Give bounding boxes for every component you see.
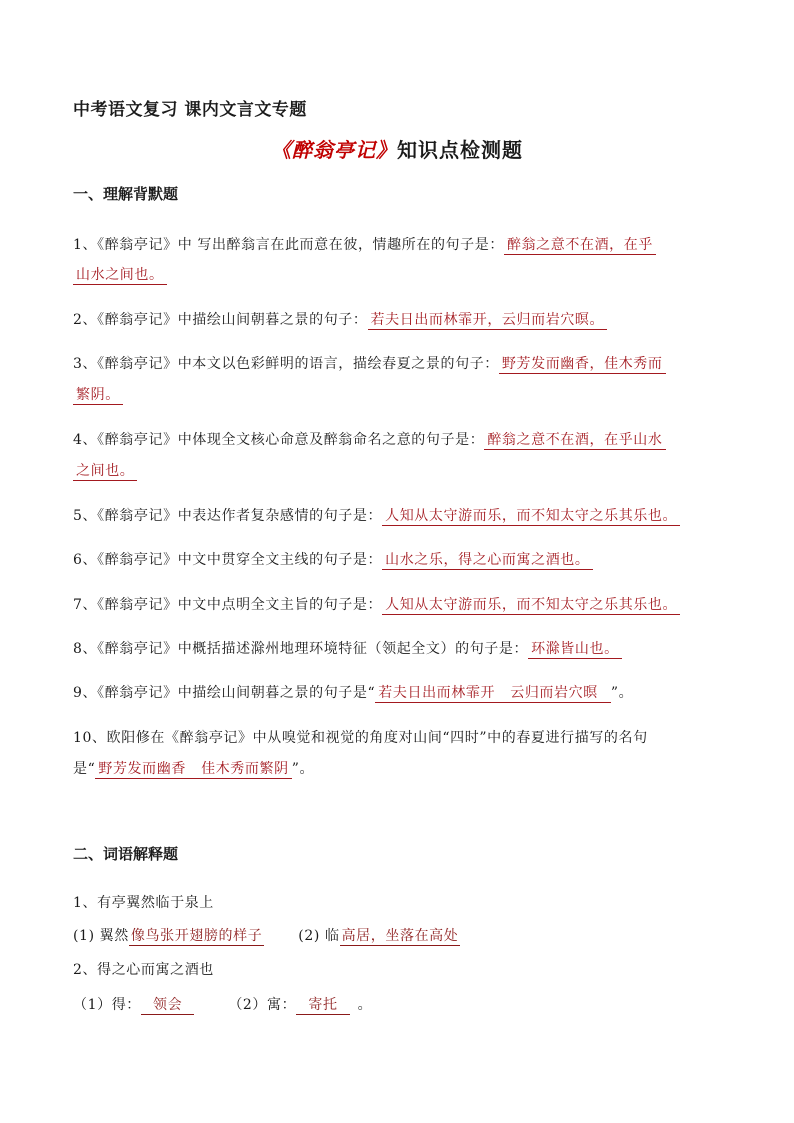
answer: 野芳发而幽香，佳木秀而 [499, 356, 666, 374]
item-text: 5、《醉翁亭记》中表达作者复杂感情的句子是： [73, 508, 383, 524]
answer: 醉翁之意不在酒，在乎 [504, 237, 656, 255]
answer: 人知从太守游而乐，而不知太守之乐其乐也。 [382, 597, 680, 615]
answer: 繁阴。 [73, 387, 123, 405]
answer: 领会 [142, 997, 193, 1013]
list-item [73, 310, 607, 330]
answer: 若夫日出而林霏开 云归而岩穴暝 [375, 685, 611, 703]
item-text: 9、《醉翁亭记》中描绘山间朝暮之景的句子是“ [73, 685, 376, 701]
item-prefix: 是“ [73, 761, 96, 777]
item-text: 7、《醉翁亭记》中文中点明全文主旨的句子是： [73, 597, 383, 613]
section-heading-2: 二、词语解释题 [73, 845, 179, 863]
answer: 若夫日出而林霏开，云归而岩穴暝。 [368, 312, 608, 330]
list-item [73, 728, 648, 748]
answer: 野芳发而幽香 佳木秀而繁阴 [95, 761, 291, 779]
list-item [73, 550, 593, 570]
item-tail: ”。 [610, 685, 634, 701]
part-label: （2）寓： [228, 997, 297, 1013]
answer: 山水之间也。 [73, 267, 167, 285]
section-heading-1: 一、理解背默题 [73, 185, 179, 203]
list-item [73, 506, 680, 526]
item-text: 2、《醉翁亭记》中描绘山间朝暮之景的句子： [73, 312, 368, 328]
answer: 环滁皆山也。 [528, 641, 622, 659]
item-text: 1、《醉翁亭记》中 写出醉翁言在此而意在彼，情趣所在的句子是： [73, 237, 504, 253]
item-tail: 。 [357, 997, 373, 1013]
answer: 高居，坐落在高处 [341, 928, 459, 944]
item-tail: ”。 [291, 761, 315, 777]
item-text: 6、《醉翁亭记》中文中贯穿全文主线的句子是： [73, 552, 383, 568]
list-item [73, 235, 656, 255]
list-item [73, 595, 680, 615]
question-stem: 2、得之心而寓之酒也 [73, 962, 214, 978]
header-title: 中考语文复习 课内文言文专题 [73, 100, 307, 120]
answer: 人知从太守游而乐，而不知太守之乐其乐也。 [382, 508, 680, 526]
list-item [73, 639, 622, 659]
item-text: 4、《醉翁亭记》中体现全文核心命意及醉翁命名之意的句子是： [73, 432, 485, 448]
answer: 像鸟张开翅膀的样子 [130, 928, 263, 944]
question-parts [73, 926, 460, 946]
answer: 醉翁之意不在酒，在乎山水 [484, 432, 665, 450]
title-black-part: 知识点检测题 [397, 138, 523, 162]
part-label: (2) 临 [298, 928, 340, 944]
item-text: 3、《醉翁亭记》中本文以色彩鲜明的语言，描绘春夏之景的句子： [73, 356, 499, 372]
list-item-continuation [73, 759, 314, 779]
item-text: 8、《醉翁亭记》中概括描述滁州地理环境特征（领起全文）的句子是： [73, 641, 529, 657]
question-parts [73, 995, 372, 1015]
list-item-continuation [73, 385, 123, 405]
title-red-part: 《醉翁亭记》 [271, 138, 397, 162]
part-label: (1) 翼然 [73, 928, 129, 944]
item-text: 10、欧阳修在《醉翁亭记》中从嗅觉和视觉的角度对山间“四时”中的春夏进行描写的名句 [73, 730, 648, 746]
answer: 之间也。 [73, 463, 137, 481]
list-item-continuation [73, 461, 137, 481]
list-item-continuation [73, 265, 167, 285]
list-item [73, 430, 666, 450]
answer: 山水之乐，得之心而寓之酒也。 [382, 552, 592, 570]
list-item [73, 683, 633, 703]
question-stem: 1、有亭翼然临于泉上 [73, 895, 214, 911]
part-label: （1）得： [73, 997, 141, 1013]
answer: 寄托 [298, 997, 348, 1013]
list-item [73, 354, 666, 374]
page-title [0, 134, 794, 163]
